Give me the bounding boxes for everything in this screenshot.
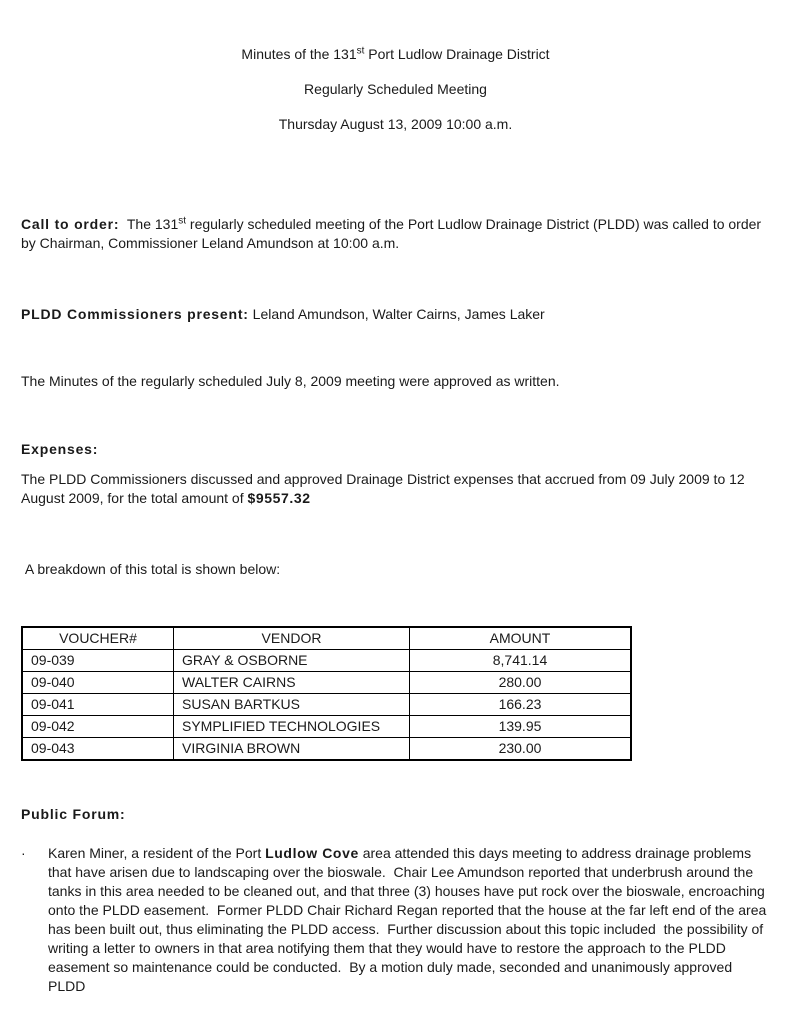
voucher-cell: 09-042 — [22, 716, 174, 738]
vendor-column-header: VENDOR — [174, 627, 410, 650]
bullet-text-pre: Karen Miner, a resident of the Port — [48, 845, 266, 861]
commissioners-names: Leland Amundson, Walter Cairns, James Laker — [248, 306, 545, 322]
commissioners-heading: PLDD Commissioners present: — [21, 306, 249, 322]
title-line-1-post: Port Ludlow Drainage District — [364, 46, 550, 62]
amount-cell: 166.23 — [410, 694, 632, 716]
call-to-order-paragraph — [21, 215, 770, 253]
vendor-cell: SYMPLIFIED TECHNOLOGIES — [174, 716, 410, 738]
table-row — [22, 694, 631, 716]
amount-column-header: AMOUNT — [410, 627, 632, 650]
call-to-order-superscript: st — [178, 215, 187, 227]
public-forum-heading: Public Forum: — [21, 806, 126, 822]
title-line-2: Regularly Scheduled Meeting — [304, 81, 487, 97]
amount-cell: 230.00 — [410, 738, 632, 761]
voucher-column-header: VOUCHER# — [22, 627, 174, 650]
title-line-1-superscript: st — [356, 45, 365, 57]
bullet-text-post: area attended this days meeting to address drainage problems that have arisen due to landscaping over the bioswale. Chair Lee Amundson reported that underbrush around the tanks in this area needed to be cleaned out, and that three (3) houses have put rock over the bioswale, encroaching onto the PLDD easement. Former PLDD Chair Richard Regan reported that the house at the far left end of the area has been built out, thus eliminating the PLDD access. Further discussion about this topic included the possibility of writing a letter to owners in that area notifying them that they would have to restore the approach to the PLDD easement so maintenance could be conducted. By a motion duly made, seconded and unanimously approved PLDD — [48, 845, 771, 994]
voucher-cell: 09-041 — [22, 694, 174, 716]
vendor-cell: GRAY & OSBORNE — [174, 650, 410, 672]
title-line-3: Thursday August 13, 2009 10:00 a.m. — [278, 116, 513, 132]
expenses-total-amount: $9557.32 — [247, 490, 311, 506]
amount-cell: 280.00 — [410, 672, 632, 694]
breakdown-intro: A breakdown of this total is shown below: — [21, 561, 281, 577]
voucher-table-header-row — [22, 627, 631, 650]
title-line-1 — [21, 45, 770, 64]
public-forum-heading-line — [21, 805, 770, 824]
table-row — [22, 738, 631, 761]
voucher-cell: 09-040 — [22, 672, 174, 694]
amount-cell: 139.95 — [410, 716, 632, 738]
table-row — [22, 716, 631, 738]
expenses-text: The PLDD Commissioners discussed and approved Drainage District expenses that accrued from 09 July 2009 to 12 August 2009, for the total amount of — [21, 471, 748, 506]
vendor-cell: VIRGINIA BROWN — [174, 738, 410, 761]
call-to-order-heading: Call to order: — [21, 216, 120, 232]
table-row — [22, 672, 631, 694]
expenses-heading-line — [21, 440, 770, 459]
table-row — [22, 650, 631, 672]
title-line-1-pre: Minutes of the 131 — [241, 46, 357, 62]
voucher-cell: 09-043 — [22, 738, 174, 761]
public-forum-bullet-text — [48, 844, 770, 996]
call-to-order-text-post: regularly scheduled meeting of the Port Ludlow Drainage District (PLDD) was called to order by Chairman, Commissioner Leland Amundson at 10:00 a.m. — [21, 216, 765, 251]
voucher-cell: 09-039 — [22, 650, 174, 672]
voucher-table — [21, 626, 632, 761]
public-forum-bullet-item — [21, 844, 770, 996]
bullet-icon: · — [21, 845, 26, 861]
expenses-heading: Expenses: — [21, 441, 99, 457]
amount-cell: 8,741.14 — [410, 650, 632, 672]
commissioners-paragraph — [21, 305, 770, 324]
bullet-text-bold: Ludlow Cove — [265, 845, 359, 861]
document-title-block — [21, 45, 770, 134]
vendor-cell: SUSAN BARTKUS — [174, 694, 410, 716]
expenses-paragraph — [21, 470, 770, 508]
minutes-approval-paragraph: The Minutes of the regularly scheduled July 8, 2009 meeting were approved as written. — [21, 373, 560, 389]
call-to-order-text-pre: The 131 — [119, 216, 179, 232]
vendor-cell: WALTER CAIRNS — [174, 672, 410, 694]
